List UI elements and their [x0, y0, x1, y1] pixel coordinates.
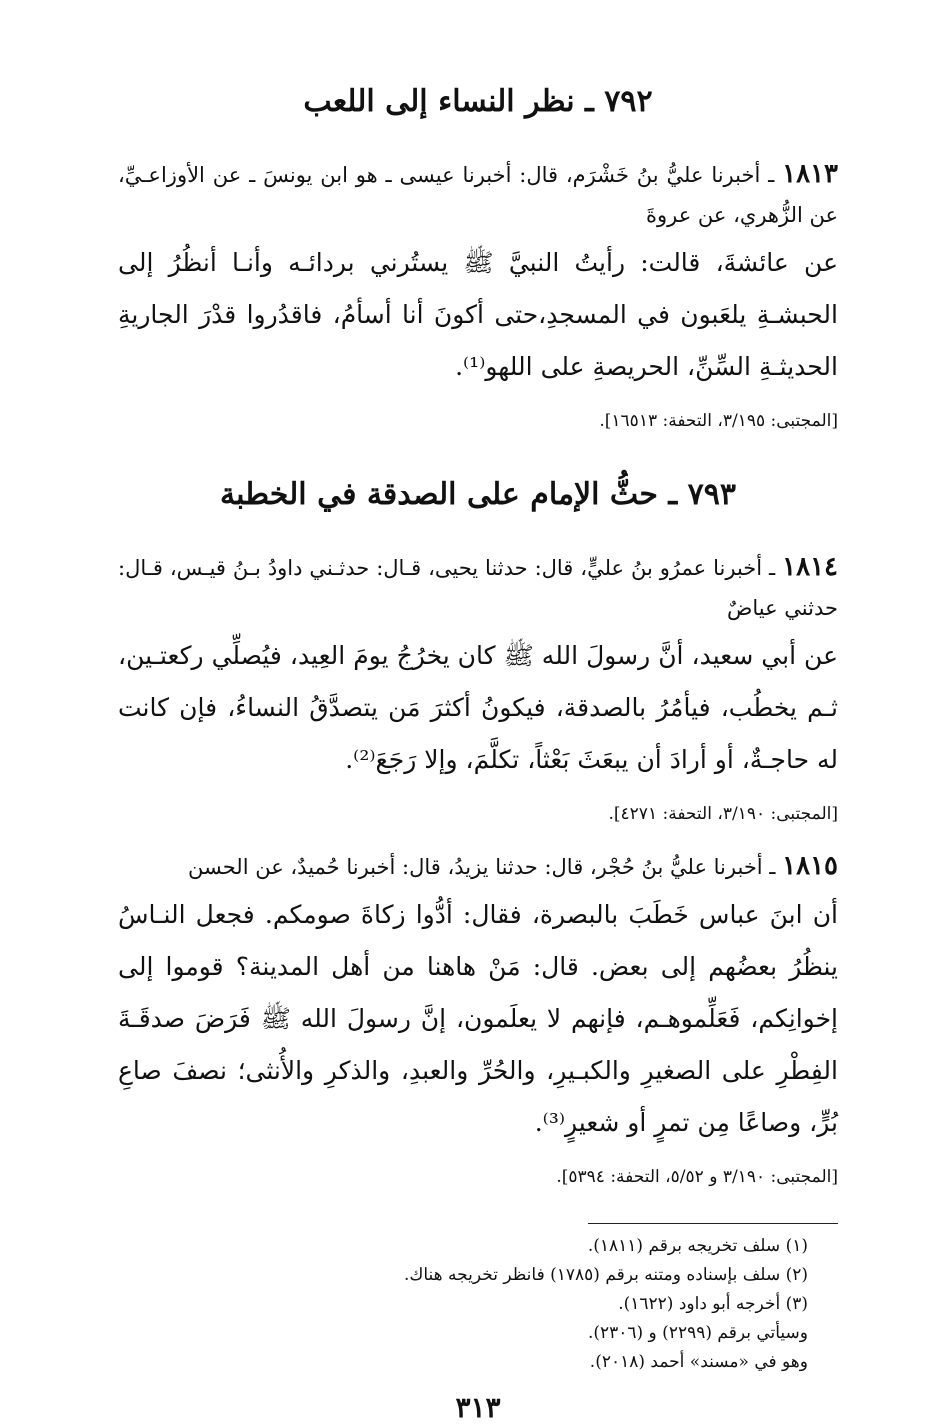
isnad-text: ـ أخبرنا عليُّ بنُ حُجْر، قال: حدثنا يزيدُ، قال: أخبرنا حُميدٌ، عن الحسن [188, 855, 783, 879]
chapter-heading-792: ٧٩٢ ـ نظر النساء إلى اللعب [303, 84, 653, 119]
hadith-1815-matn: أن ابنَ عباس خَطَبَ بالبصرة، فقال: أدُّوا زكاةَ صومكم. فجعل النـاسُ ينظُرُ بعضُهم إلى بعض. قال: مَنْ هاهنا من أهل المدينة؟ قوموا إلى إخوانِكم، فَعَلِّموهـم، فإنهم لا يعلَمون، إنَّ رسولَ الله ﷺ فَرَضَ صدقَـةَ الفِطْرِ على الصغيرِ والكبـيرِ، والحُرِّ والعبدِ، والذكرِ والأُنثى؛ نصفَ صاعِ بُرٍّ، وصاعًا مِن تمرٍ أو شعيرٍ⁽³⁾. [118, 900, 838, 1137]
hadith-1815-isnad [118, 846, 838, 887]
hadith-number: ١٨١٤ [782, 552, 838, 582]
hadith-1814-reference: [المجتبى: ٣/١٩٠، التحفة: ٤٢٧١]. [608, 804, 838, 824]
hadith-number: ١٨١٣ [782, 159, 838, 189]
page-number: ٣١٣ [455, 1391, 501, 1424]
footnotes [118, 1232, 838, 1377]
hadith-number: ١٨١٥ [782, 851, 838, 881]
footnote: وسيأتي برقم (٢٢٩٩) و (٢٣٠٦). [587, 1323, 808, 1343]
footnote: وهو في «مسند» أحمد (٢٠١٨). [589, 1352, 808, 1372]
footnote-divider [588, 1223, 838, 1224]
hadith-1815-reference: [المجتبى: ٣/١٩٠ و ٥/٥٢، التحفة: ٥٣٩٤]. [556, 1167, 838, 1187]
chapter-heading-793: ٧٩٣ ـ حثُّ الإمام على الصدقة في الخطبة [220, 477, 736, 512]
isnad-text: ـ أخبرنا عليُّ بنُ خَشْرَم، قال: أخبرنا عيسى ـ هو ابن يونسَ ـ عن الأوزاعـيِّ، عن الزُّهري، عن عروةَ [118, 163, 838, 227]
hadith-1813-matn: عن عائشةَ، قالت: رأيتُ النبيَّ ﷺ يستُرني بردائـه وأنـا أنظُرُ إلى الحبشـةِ يلعَبون في المسجدِ،حتى أكونَ أنا أسأمُ، فاقدُروا قدْرَ الجاريةِ الحديثـةِ السِّنِّ، الحريصةِ على اللهو⁽¹⁾. [118, 248, 838, 381]
document-page [118, 70, 838, 1424]
hadith-1813-reference: [المجتبى: ٣/١٩٥، التحفة: ١٦٥١٣]. [599, 411, 838, 431]
isnad-text: ـ أخبرنا عمرُو بنُ عليٍّ، قال: حدثنا يحيى، قـال: حدثـني داودُ بـنُ قيـس، قـال: حدثني عياضٌ [118, 556, 838, 620]
hadith-1813-isnad [118, 154, 838, 235]
footnote: (١) سلف تخريجه برقم (١٨١١). [587, 1236, 808, 1256]
footnote: (٣) أخرجه أبو داود (١٦٢٢). [618, 1294, 808, 1314]
hadith-1814-matn: عن أبي سعيد، أنَّ رسولَ الله ﷺ كان يخرُجُ يومَ العِيد، فيُصلِّي ركعتـين، ثـم يخطُب، فيأمُرُ بالصدقة، فيكونُ أكثرَ مَن يتصدَّقُ النساءُ، فإن كانت له حاجـةٌ، أو أرادَ أن يبعَثَ بَعْثاً، تكلَّمَ، وإلا رَجَعَ⁽²⁾. [118, 641, 838, 774]
hadith-1814-isnad [118, 547, 838, 628]
footnote: (٢) سلف بإسناده ومتنه برقم (١٧٨٥) فانظر تخريجه هناك. [403, 1265, 808, 1285]
